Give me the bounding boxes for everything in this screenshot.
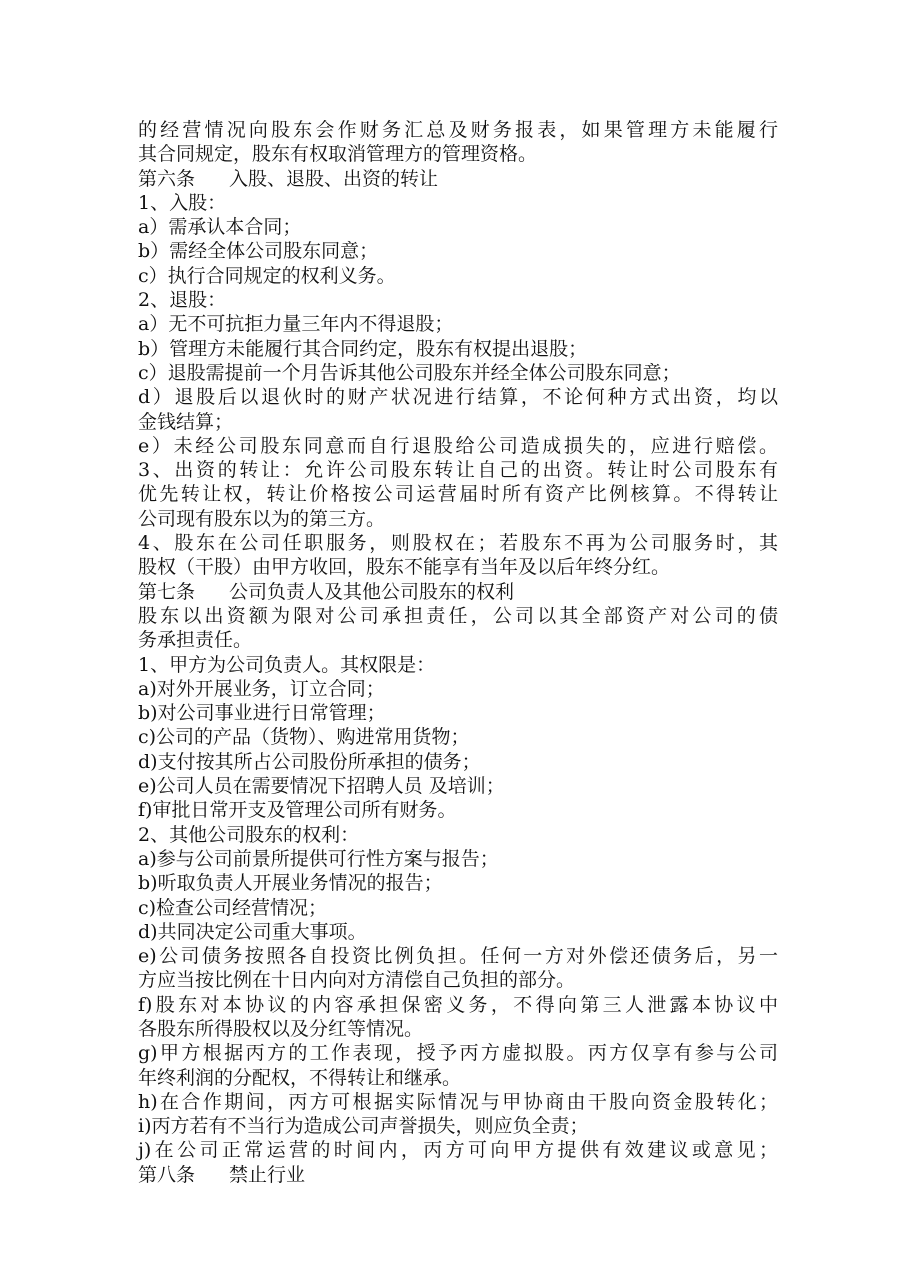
text-line: c）执行合同规定的权利义务。	[138, 264, 396, 287]
article-title: 禁止行业	[229, 1163, 306, 1186]
text-line: b)对公司事业进行日常管理；	[138, 702, 386, 725]
text-line: d）退股后以退伙时的财产状况进行结算，不论何种方式出资，均以	[138, 386, 778, 409]
text-line: b）管理方未能履行其合同约定，股东有权提出退股；	[138, 337, 588, 360]
document-body	[138, 118, 778, 1187]
text-line: e)公司债务按照各自投资比例负担。任何一方对外偿还债务后，另一	[138, 945, 778, 968]
text-line: a）无不可抗拒力量三年内不得退股；	[138, 313, 454, 336]
text-line: c）退股需提前一个月告诉其他公司股东并经全体公司股东同意；	[138, 361, 681, 384]
text-line: d)共同决定公司重大事项。	[138, 920, 367, 943]
text-line: 优先转让权，转让价格按公司运营届时所有资产比例核算。不得转让	[138, 483, 778, 506]
text-line: a）需承认本合同；	[138, 216, 302, 239]
article-heading	[138, 1163, 778, 1187]
text-line: 其合同规定，股东有权取消管理方的管理资格。	[138, 143, 538, 166]
text-line: 各股东所得股权以及分红等情况。	[138, 1017, 424, 1040]
article-heading	[138, 167, 778, 191]
text-line: 方应当按比例在十日内向对方清偿自己负担的部分。	[138, 969, 576, 992]
text-line: 金钱结算；	[138, 410, 234, 433]
article-heading	[138, 580, 778, 604]
article-number: 第六条	[138, 167, 196, 190]
text-line: f)股东对本协议的内容承担保密义务，不得向第三人泄露本协议中	[138, 993, 778, 1016]
text-line: f)审批日常开支及管理公司所有财务。	[138, 799, 457, 822]
text-line: g)甲方根据丙方的工作表现，授予丙方虚拟股。丙方仅享有参与公司	[138, 1042, 778, 1065]
text-line: d)支付按其所占公司股份所承担的债务；	[138, 750, 481, 773]
text-line: 2、退股：	[138, 289, 227, 312]
text-line: j)在公司正常运营的时间内，丙方可向甲方提供有效建议或意见；	[138, 1139, 778, 1162]
text-line: h)在合作期间，丙方可根据实际情况与甲协商由干股向资金股转化；	[138, 1090, 778, 1113]
text-line: 年终利润的分配权，不得转让和继承。	[138, 1066, 462, 1089]
text-line: 2、其他公司股东的权利：	[138, 823, 360, 846]
text-line: 股权（干股）由甲方收回，股东不能享有当年及以后年终分红。	[138, 556, 671, 579]
text-line: a)对外开展业务，订立合同；	[138, 677, 385, 700]
text-line: 务承担责任。	[138, 629, 253, 652]
article-title: 公司负责人及其他公司股东的权利	[229, 580, 515, 603]
text-line: b)听取负责人开展业务情况的报告；	[138, 872, 443, 895]
text-line: 的经营情况向股东会作财务汇总及财务报表，如果管理方未能履行	[138, 119, 778, 141]
text-line: a)参与公司前景所提供可行性方案与报告；	[138, 847, 499, 870]
text-line: i)丙方若有不当行为造成公司声誉损失，则应负全责；	[138, 1115, 589, 1138]
text-line: e)公司人员在需要情况下招聘人员 及培训；	[138, 775, 505, 798]
article-number: 第七条	[138, 580, 196, 603]
text-line: c)检查公司经营情况；	[138, 896, 328, 919]
text-line: 1、甲方为公司负责人。其权限是：	[138, 653, 436, 676]
text-line: e）未经公司股东同意而自行退股给公司造成损失的，应进行赔偿。	[138, 434, 778, 457]
text-line: c)公司的产品（货物）、购进常用货物；	[138, 726, 470, 749]
article-title: 入股、退股、出资的转让	[229, 167, 439, 190]
text-line: 股东以出资额为限对公司承担责任，公司以其全部资产对公司的债	[138, 604, 778, 627]
text-line: b）需经全体公司股东同意；	[138, 240, 379, 263]
text-line: 4、股东在公司任职服务，则股权在；若股东不再为公司服务时，其	[138, 532, 778, 555]
text-line: 3、出资的转让：允许公司股东转让自己的出资。转让时公司股东有	[138, 459, 778, 482]
article-number: 第八条	[138, 1163, 196, 1186]
text-line: 公司现有股东以为的第三方。	[138, 507, 386, 530]
text-line: 1、入股：	[138, 191, 227, 214]
